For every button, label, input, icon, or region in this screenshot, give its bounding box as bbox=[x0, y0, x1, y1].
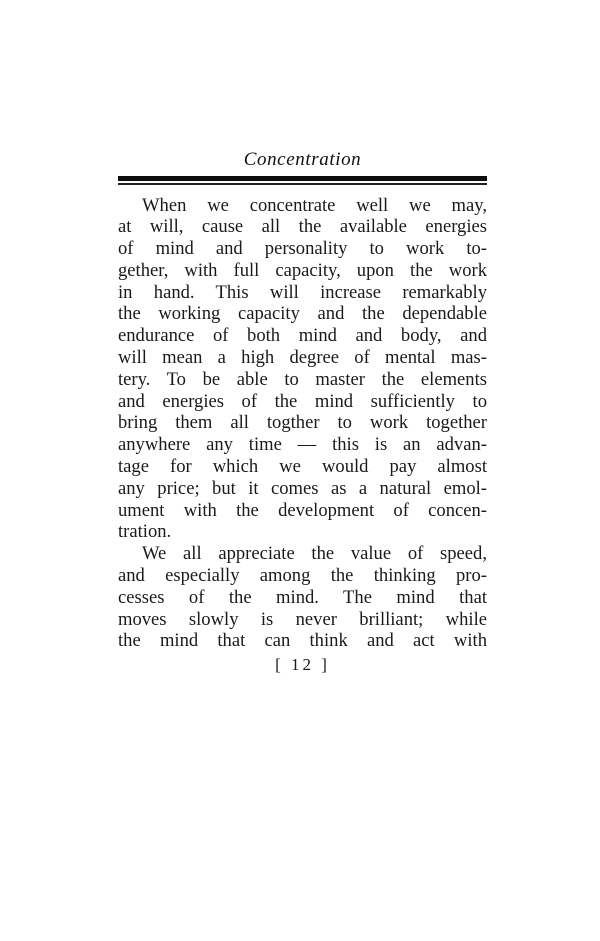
text-line: and especially among the thinking pro- bbox=[118, 565, 487, 587]
body-text bbox=[118, 195, 487, 653]
text-line: ument with the development of concen- bbox=[118, 499, 487, 521]
header-rule-thick bbox=[118, 176, 487, 181]
text-line: tery. To be able to master the elements bbox=[118, 368, 487, 390]
text-line: any price; but it comes as a natural emol- bbox=[118, 477, 487, 499]
paragraph-2 bbox=[118, 543, 487, 652]
text-line: cesses of the mind. The mind that bbox=[118, 586, 487, 608]
text-line: will mean a high degree of mental mas- bbox=[118, 347, 487, 369]
text-line: tage for which we would pay almost bbox=[118, 456, 487, 478]
book-page bbox=[118, 148, 487, 676]
paragraph-1 bbox=[118, 195, 487, 544]
text-line: of mind and personality to work to- bbox=[118, 238, 487, 260]
text-line: bring them all togther to work together bbox=[118, 412, 487, 434]
page-number: [ 12 ] bbox=[275, 655, 330, 675]
text-line: endurance of both mind and body, and bbox=[118, 325, 487, 347]
text-line: We all appreciate the value of speed, bbox=[142, 543, 487, 565]
running-head-title: Concentration bbox=[243, 149, 362, 170]
text-line: and energies of the mind sufficiently to bbox=[118, 390, 487, 412]
text-line: tration. bbox=[118, 521, 172, 543]
text-line: moves slowly is never brilliant; while bbox=[118, 608, 487, 630]
text-line: the working capacity and the dependable bbox=[118, 303, 487, 325]
header-rule-thin bbox=[118, 183, 487, 185]
text-line: at will, cause all the available energies bbox=[118, 216, 487, 238]
text-line: anywhere any time — this is an advan- bbox=[118, 434, 487, 456]
text-line: gether, with full capacity, upon the work bbox=[118, 259, 487, 281]
text-line: the mind that can think and act with bbox=[118, 630, 487, 652]
text-line: When we concentrate well we may, bbox=[142, 194, 487, 216]
text-line: in hand. This will increase remarkably bbox=[118, 281, 487, 303]
